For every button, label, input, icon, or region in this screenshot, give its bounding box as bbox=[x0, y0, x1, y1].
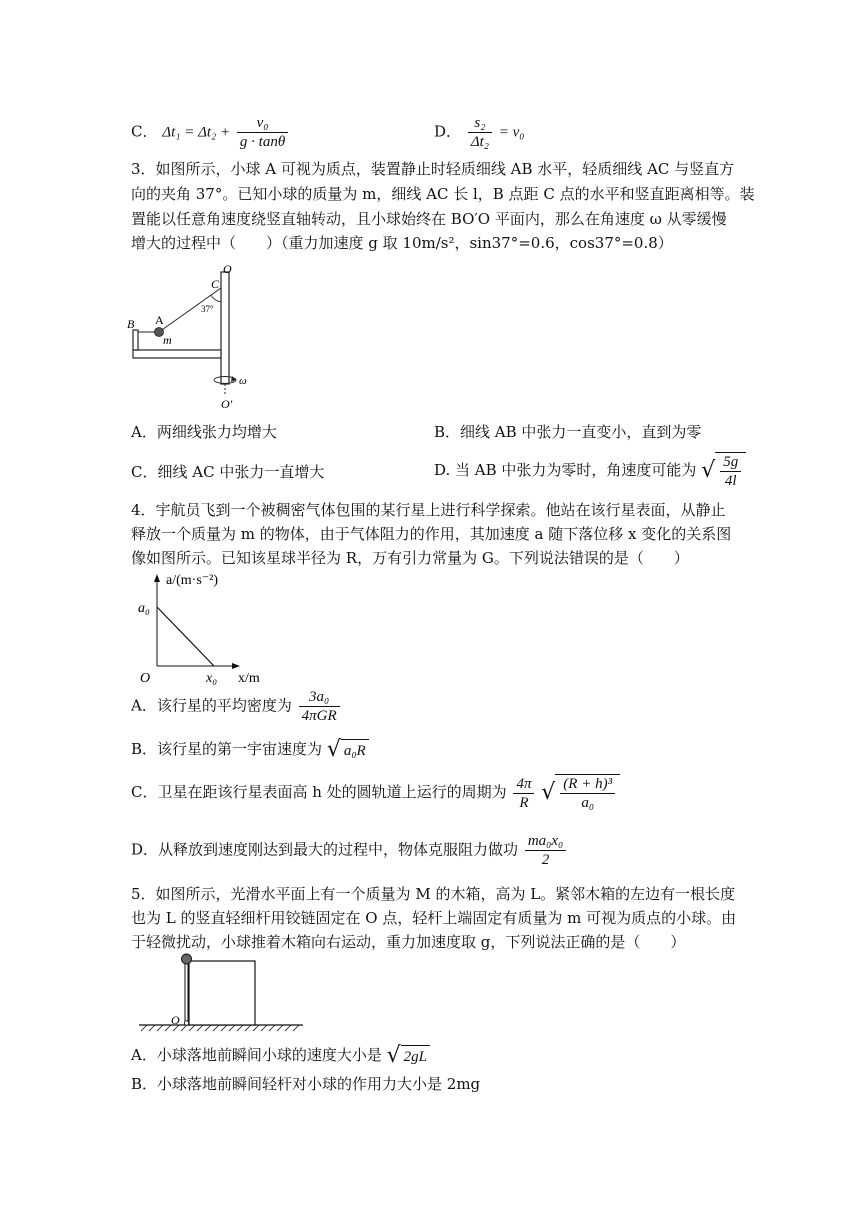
option-c-radicand bbox=[555, 774, 620, 812]
option-c-text: C．卫星在距该行星表面高 h 处的圆轨道上运行的周期为 bbox=[131, 783, 507, 801]
q3-option-b: B．细线 AB 中张力一直变小，直到为零 bbox=[434, 423, 702, 441]
q4-option-d bbox=[131, 832, 568, 869]
label-o: O bbox=[171, 1013, 180, 1027]
fraction-numerator: s₂ bbox=[468, 114, 492, 133]
option-d-fraction bbox=[525, 832, 566, 869]
option-d-radicand bbox=[715, 452, 746, 490]
q2-option-d bbox=[434, 114, 525, 151]
fraction-numerator: v₀ bbox=[237, 114, 288, 133]
fraction-denominator: R bbox=[519, 794, 529, 811]
ball-m bbox=[182, 954, 192, 964]
q4-stem-line-3: 像如图所示。已知该星球半径为 R，万有引力常量为 G。下列说法错误的是（ ） bbox=[131, 549, 689, 567]
option-label: D． bbox=[434, 122, 462, 141]
q3-figure bbox=[125, 262, 255, 412]
q4-stem-line-2: 释放一个质量为 m 的物体，由于气体阻力的作用，其加速度 a 随下落位移 x 变化的关系图 bbox=[131, 525, 732, 543]
q5-option-b: B．小球落地前瞬间轻杆对小球的作用力大小是 2mg bbox=[131, 1075, 481, 1093]
q3-stem-line-3: 置能以任意角速度绕竖直轴转动，且小球始终在 BO′O 平面内，那么在角速度 ω 从零缓慢 bbox=[131, 210, 727, 228]
label-m: m bbox=[163, 333, 172, 347]
option-d-rhs: = v₀ bbox=[498, 124, 525, 141]
angle-arc bbox=[211, 295, 221, 302]
fraction-denominator: Δt₂ bbox=[470, 134, 489, 150]
fraction-numerator: 4π bbox=[513, 775, 534, 794]
fraction-denominator: 4πGR bbox=[301, 708, 337, 724]
fraction-numerator: 3a₀ bbox=[299, 688, 340, 707]
q5-stem-line-2: 也为 L 的竖直轻细杆用铰链固定在 O 点，轻杆上端固定有质量为 m 可视为质点的小球。由 bbox=[131, 909, 737, 927]
q3-stem-line-4: 增大的过程中（ ）（重力加速度 g 取 10m/s²，sin37°=0.6，cos37°=0.8） bbox=[131, 234, 673, 252]
option-c-lhs: Δt₁ = Δt₂ + bbox=[162, 124, 231, 141]
option-a-radicand: 2gL bbox=[401, 1045, 430, 1068]
x0-label: x₀ bbox=[206, 671, 218, 686]
option-label: C． bbox=[131, 122, 158, 141]
option-d-fraction bbox=[468, 114, 492, 151]
q5-figure bbox=[135, 950, 310, 1035]
option-c-fraction bbox=[513, 775, 534, 812]
fraction-numerator: ma₀x₀ bbox=[525, 832, 566, 851]
a0-label: a₀ bbox=[138, 601, 150, 616]
q5-stem-line-3: 于轻微扰动，小球推着木箱向右运动，重力加速度取 g，下列说法正确的是（ ） bbox=[131, 933, 686, 951]
q5-option-a bbox=[131, 1044, 430, 1068]
option-c-fraction bbox=[237, 114, 288, 151]
q4-graph bbox=[130, 570, 280, 686]
label-o: O bbox=[223, 262, 232, 276]
q4-option-b bbox=[131, 738, 369, 762]
fraction-numerator: 5g bbox=[720, 453, 741, 472]
label-a: A bbox=[155, 313, 164, 327]
wooden-box bbox=[189, 961, 255, 1025]
label-angle: 37° bbox=[201, 304, 214, 314]
q3-option-a: A．两细线张力均增大 bbox=[131, 423, 277, 441]
label-o-prime: O′ bbox=[221, 397, 233, 411]
x-axis-label: x/m bbox=[238, 671, 260, 686]
q2-option-c bbox=[131, 114, 290, 151]
option-a-text: A．小球落地前瞬间小球的速度大小是 bbox=[131, 1046, 382, 1064]
ground-hatch bbox=[141, 1025, 299, 1031]
label-c: C bbox=[211, 277, 220, 291]
q4-option-a bbox=[131, 688, 342, 725]
radical-sign: √ bbox=[541, 780, 556, 805]
vertical-rod bbox=[221, 272, 229, 384]
option-b-radicand: a₀R bbox=[341, 739, 369, 762]
y-axis-arrow bbox=[154, 574, 160, 582]
label-omega: ω bbox=[239, 375, 247, 387]
origin-label: O bbox=[140, 671, 151, 686]
y-axis-label: a/(m·s⁻²) bbox=[166, 573, 219, 588]
q5-stem-line-1: 5．如图所示，光滑水平面上有一个质量为 M 的木箱，高为 L。紧邻木箱的左边有一根长度 bbox=[131, 885, 736, 903]
q4-stem-line-1: 4．宇航员飞到一个被稠密气体包围的某行星上进行科学探索。他站在该行星表面，从静止 bbox=[131, 501, 726, 519]
option-a-fraction bbox=[299, 688, 340, 725]
option-a-text: A．该行星的平均密度为 bbox=[131, 696, 292, 715]
horizontal-arm bbox=[133, 350, 221, 358]
fraction-denominator: a₀ bbox=[581, 795, 595, 811]
q3-option-c: C．细线 AC 中张力一直增大 bbox=[131, 463, 325, 481]
fraction-numerator: (R + h)³ bbox=[560, 775, 615, 794]
fraction-denominator: g · tanθ bbox=[239, 134, 286, 150]
radical-sign: √ bbox=[326, 737, 341, 762]
label-b: B bbox=[127, 317, 135, 331]
a-x-line bbox=[157, 607, 214, 666]
hinge-o bbox=[184, 1021, 188, 1025]
fraction-denominator: 2 bbox=[541, 852, 550, 868]
q3-option-d bbox=[434, 452, 746, 490]
x-axis-arrow bbox=[232, 663, 240, 669]
option-d-text: D．从释放到速度刚达到最大的过程中，物体克服阻力做功 bbox=[131, 840, 519, 859]
option-b-text: B．该行星的第一宇宙速度为 bbox=[131, 740, 323, 758]
radical-sign: √ bbox=[386, 1043, 401, 1068]
q3-stem-line-2: 向的夹角 37°。已知小球的质量为 m，细线 AC 长 l，B 点距 C 点的水平和竖直距离相等。装 bbox=[131, 185, 755, 203]
q4-option-c bbox=[131, 774, 620, 812]
upright-b bbox=[133, 330, 138, 350]
fraction-denominator: 4l bbox=[724, 473, 737, 489]
q3-stem-line-1: 3．如图所示，小球 A 可视为质点，装置静止时轻质细线 AB 水平，轻质细线 AC 与竖直方 bbox=[131, 160, 735, 178]
radical-sign: √ bbox=[701, 458, 716, 483]
option-d-text: D. 当 AB 中张力为零时，角速度可能为 bbox=[434, 461, 697, 479]
